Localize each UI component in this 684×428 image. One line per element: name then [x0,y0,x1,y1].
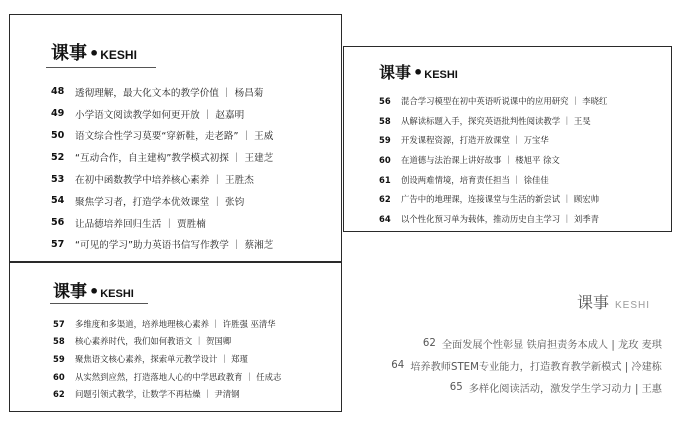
article-title: 问题引领式教学，让数学不再枯燥 ｜ 尹清钢 [75,389,240,400]
article-title: 语文综合性学习莫要“穿新鞋，走老路” ｜ 王威 [75,131,274,143]
toc-item [51,81,273,103]
article-title: 小学语文阅读教学如何更开放 ｜ 赵嘉明 [75,109,245,121]
article-title: 以个性化预习单为载体，推动历史自主学习 ｜ 刘季青 [401,213,599,224]
toc-item [53,385,281,403]
page-number: 65 [449,381,463,393]
toc-card-2 [343,46,672,232]
toc-card-4 [344,280,674,400]
page-number: 62 [379,194,391,205]
toc-list [379,91,607,229]
toc-item [53,315,281,333]
page-number: 56 [379,95,391,106]
header-divider [50,303,148,304]
section-title-en: KESHI [100,288,134,300]
page-number: 58 [53,336,65,347]
page-number: 59 [379,135,391,146]
page-number: 62 [422,337,436,349]
article-title: 在道德与法治课上讲好故事 ｜ 楼旭平 徐文 [401,154,560,165]
page-number: 53 [51,173,65,185]
page-number: 52 [51,151,65,163]
toc-list [53,315,281,403]
section-title-cn: 课事 [51,43,87,64]
page-number: 61 [379,174,391,185]
page-number: 60 [53,371,65,382]
article-title: 聚焦语文核心素养，探索单元教学设计 ｜ 郑瑾 [75,353,248,364]
section-header [51,39,137,65]
toc-item [51,234,273,256]
toc-item [391,354,662,376]
toc-item [53,333,281,351]
page-number: 59 [53,353,65,364]
header-divider [46,67,156,68]
toc-item [391,332,662,354]
article-title: 多维度和多渠道，培养地理核心素养 ｜ 许胜强 巫清华 [75,318,276,329]
page-number: 48 [51,86,65,98]
page-number: 49 [51,108,65,120]
page-number: 50 [51,129,65,141]
toc-item [51,190,273,212]
toc-item [53,350,281,368]
toc-item [379,130,607,150]
page-number: 57 [53,318,65,329]
header-dot: • [89,282,100,301]
toc-item [51,103,273,125]
section-title-en: KESHI [100,48,137,62]
toc-item [53,368,281,386]
toc-list [391,332,662,398]
article-title: 多样化阅读活动，激发学生学习动力 | 王惠 [468,383,662,395]
article-title: 全面发展个性彰显 铁肩担责务本成人 | 龙玫 麦琪 [441,339,662,351]
section-title-en: KESHI [424,69,458,81]
section-title-cn: 课事 [577,293,610,312]
page-number: 64 [391,359,405,371]
toc-item [379,111,607,131]
toc-item [379,209,607,229]
page-number: 64 [379,213,391,224]
section-header [53,277,134,302]
article-title: 从实然到应然，打造落地人心的中学思政教育 ｜ 任成志 [75,371,282,382]
header-dot: • [89,44,100,63]
page-number: 62 [53,389,65,400]
toc-item [379,91,607,111]
article-title: 聚焦学习者，打造学本优效课堂 ｜ 张钧 [75,196,245,208]
article-title: 透彻理解，最大化文本的教学价值 ｜ 杨昌菊 [75,87,264,99]
section-header [577,290,650,313]
section-title-cn: 课事 [53,282,87,302]
article-title: “可见的学习”助力英语书信写作教学 ｜ 蔡湘芝 [75,240,274,252]
article-title: 从解读标题入手，探究英语批判性阅读教学 ｜ 王旻 [401,115,591,126]
toc-item [379,150,607,170]
article-title: 开发课程资源，打造开放课堂 ｜ 万宝华 [401,135,549,146]
section-title-cn: 课事 [379,63,412,82]
page-number: 54 [51,195,65,207]
article-title: “互动合作，自主建构”教学模式初探 ｜ 王建芝 [75,153,274,165]
article-title: 在初中函数教学中培养核心素养 ｜ 王胜杰 [75,175,254,187]
header-dot: • [413,63,424,82]
toc-item [391,376,662,398]
article-title: 让品德培养回归生活 ｜ 贾胜楠 [75,218,206,230]
section-title-en: KESHI [615,300,651,311]
section-header [379,60,458,83]
toc-card-1 [9,14,342,262]
page-number: 58 [379,115,391,126]
article-title: 创设两难情境，培育责任担当 ｜ 徐佳佳 [401,174,549,185]
article-title: 核心素养时代，我们如何教语文 ｜ 贺国卿 [75,336,232,347]
article-title: 培养教师STEM专业能力，打造教育教学新模式 | 冷建栋 [410,361,662,373]
toc-item [51,125,273,147]
page-number: 57 [51,238,65,250]
article-title: 广告中的地理课，连接课堂与生活的新尝试 ｜ 顾宏帅 [401,194,599,205]
page-number: 60 [379,154,391,165]
article-title: 混合学习模型在初中英语听说课中的应用研究 ｜ 李晓红 [401,95,608,106]
toc-item [51,168,273,190]
page-number: 56 [51,217,65,229]
toc-item [51,212,273,234]
toc-item [379,189,607,209]
toc-item [51,146,273,168]
toc-item [379,170,607,190]
toc-card-3 [9,262,342,412]
toc-list [51,81,273,255]
